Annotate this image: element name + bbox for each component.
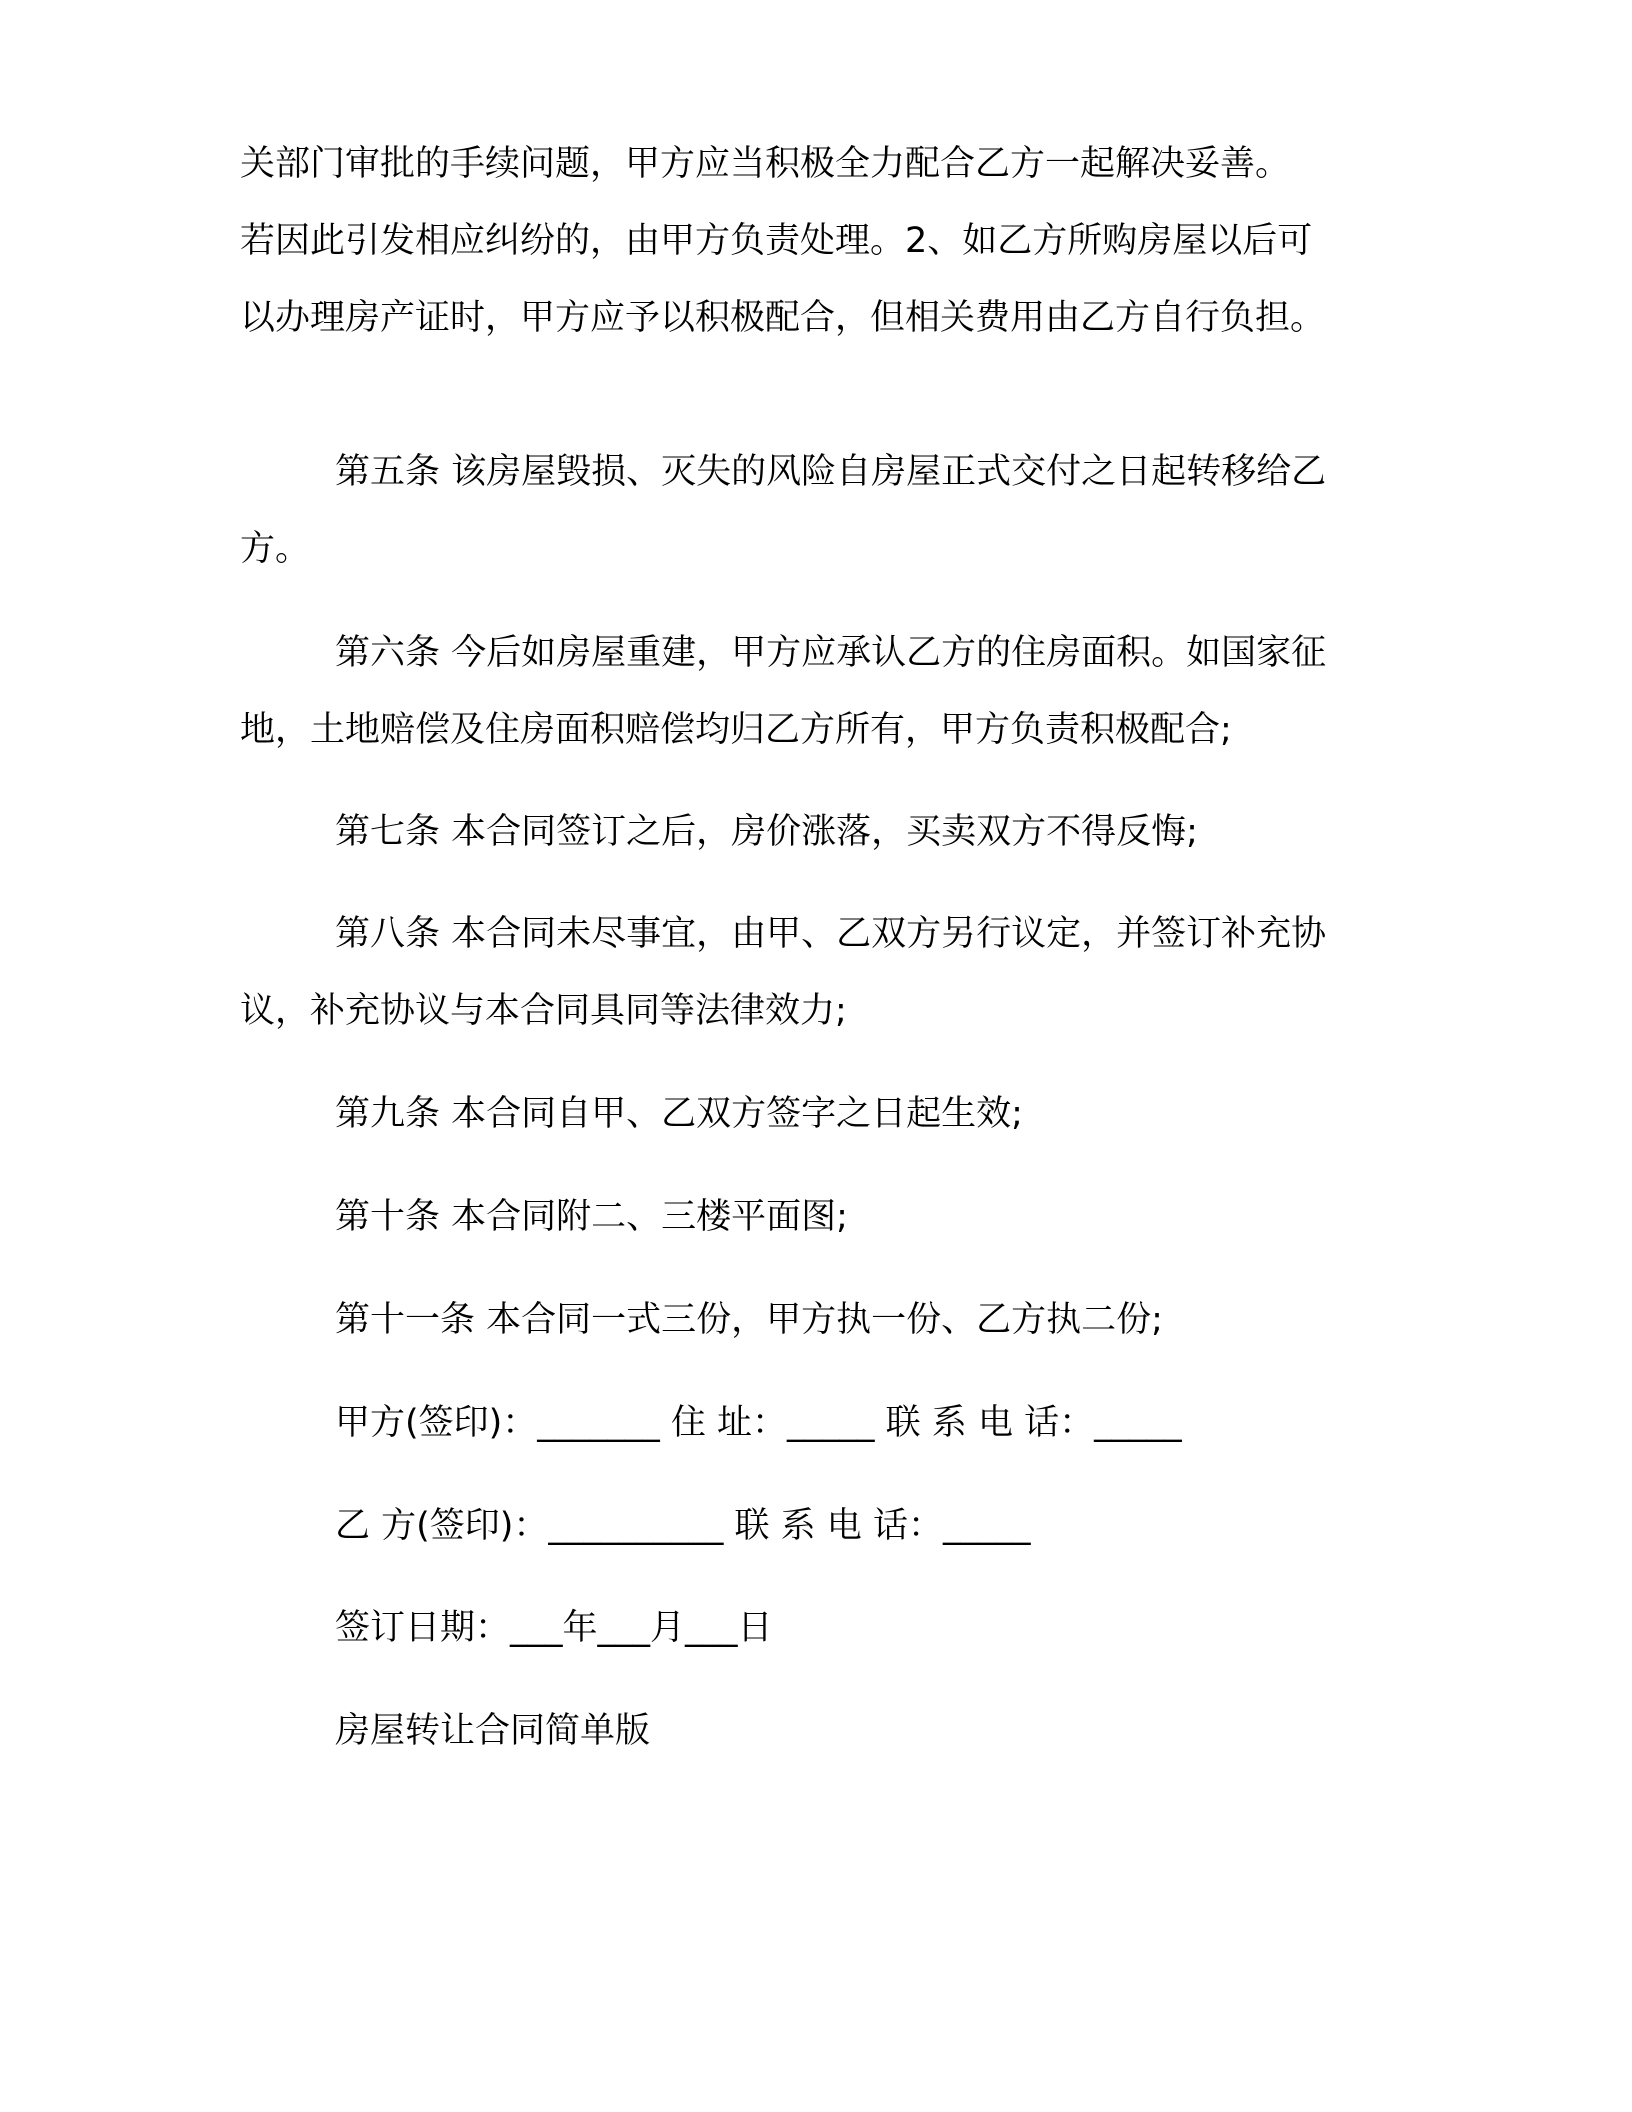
article-9-line: 第九条 本合同自甲、乙双方签字之日起生效; — [335, 1094, 1023, 1134]
signing-date-line: 签订日期：___年___月___日 — [335, 1608, 773, 1648]
paragraph-line: 以办理房产证时，甲方应予以积极配合，但相关费用由乙方自行负担。 — [240, 298, 1326, 338]
article-7-line: 第七条 本合同签订之后，房价涨落，买卖双方不得反悔; — [335, 812, 1198, 852]
article-5-line: 第五条 该房屋毁损、灭失的风险自房屋正式交付之日起转移给乙 — [335, 452, 1327, 492]
article-8-continuation: 议，补充协议与本合同具同等法律效力; — [240, 991, 847, 1031]
party-a-signature-line: 甲方(签印)：_______ 住 址：_____ 联 系 电 话：_____ — [335, 1403, 1182, 1443]
paragraph-line: 关部门审批的手续问题，甲方应当积极全力配合乙方一起解决妥善。 — [240, 144, 1291, 184]
article-10-line: 第十条 本合同附二、三楼平面图; — [335, 1197, 848, 1237]
article-6-line: 第六条 今后如房屋重建，甲方应承认乙方的住房面积。如国家征 — [335, 633, 1327, 673]
next-section-title: 房屋转让合同简单版 — [335, 1711, 651, 1751]
article-6-continuation: 地，土地赔偿及住房面积赔偿均归乙方所有，甲方负责积极配合; — [240, 710, 1232, 750]
article-8-line: 第八条 本合同未尽事宜，由甲、乙双方另行议定，并签订补充协 — [335, 914, 1327, 954]
article-5-continuation: 方。 — [240, 529, 311, 569]
party-b-signature-line: 乙 方(签印)：__________ 联 系 电 话：_____ — [335, 1506, 1031, 1546]
paragraph-line: 若因此引发相应纠纷的，由甲方负责处理。2、如乙方所购房屋以后可 — [240, 221, 1313, 261]
article-11-line: 第十一条 本合同一式三份，甲方执一份、乙方执二份; — [335, 1300, 1163, 1340]
